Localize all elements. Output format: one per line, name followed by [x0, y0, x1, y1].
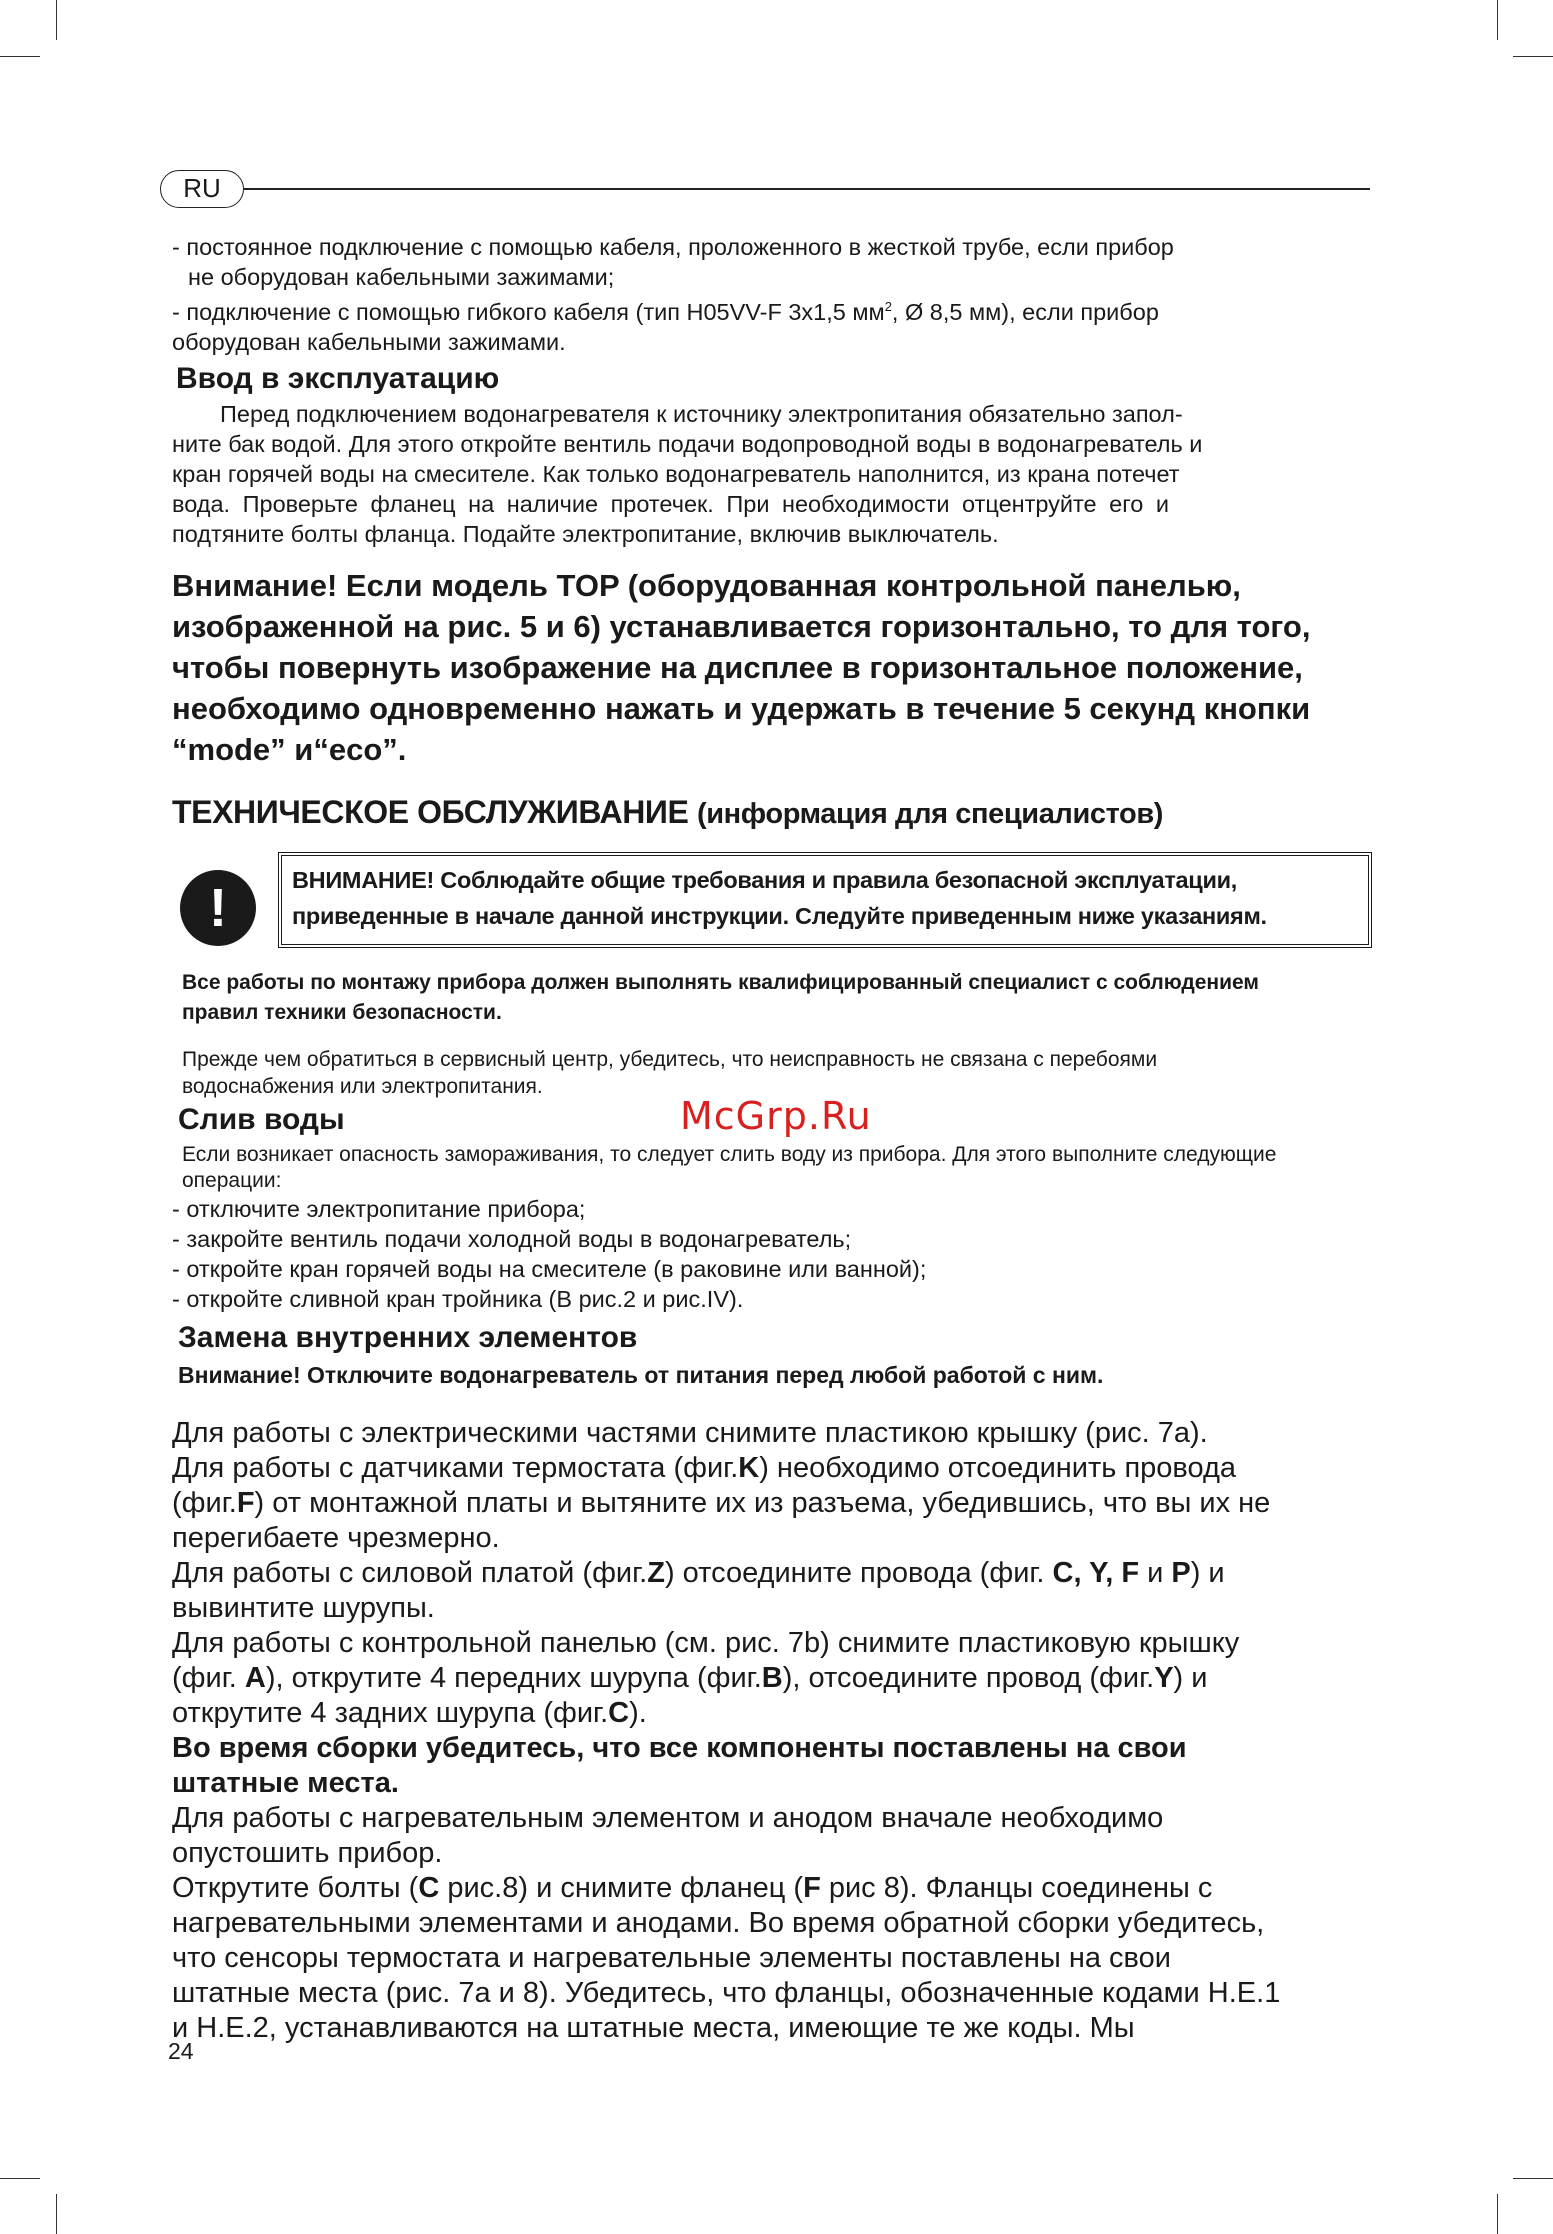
startup-line: Перед подключением водонагревателя к источнику электропитания обязательно запол-	[220, 400, 1183, 427]
replace-warning: Внимание! Отключите водонагреватель от питания перед любой работой с ним.	[178, 1361, 1104, 1388]
service-check-line: Прежде чем обратиться в сервисный центр, убедитесь, что неисправность не связана с перебоями	[182, 1047, 1158, 1071]
page-number: 24	[168, 2038, 194, 2064]
notice-line: ВНИМАНИЕ! Соблюдайте общие требования и правила безопасной эксплуатации,	[292, 866, 1237, 893]
replace-line: Для работы с электрическими частями снимите пластикою крышку (рис. 7а).	[172, 1416, 1208, 1449]
replace-line: опустошить прибор.	[172, 1836, 443, 1869]
replace-line: Для работы с нагревательным элементом и анодом вначале необходимо	[172, 1801, 1164, 1834]
drain-intro: операции:	[182, 1168, 282, 1192]
intro-line: - подключение с помощью гибкого кабеля (тип H05VV-F 3х1,5 $мм^2$, Ø 8,5 мм), если прибор	[172, 298, 1159, 325]
attention-line: изображенной на рис. 5 и 6) устанавливается горизонтально, то для того,	[172, 608, 1311, 644]
intro-line: оборудован кабельными зажимами.	[172, 328, 566, 355]
crop-mark	[1497, 0, 1498, 40]
safety-notice	[172, 852, 1372, 962]
crop-mark	[0, 2178, 40, 2179]
exclamation-icon: !	[180, 870, 256, 946]
drain-step: - закройте вентиль подачи холодной воды в водонагреватель;	[172, 1225, 852, 1252]
maintenance-title-main: ТЕХНИЧЕСКОЕ ОБСЛУЖИВАНИЕ	[172, 793, 689, 830]
notice-box	[278, 852, 1372, 948]
startup-line: ните бак водой. Для этого откройте вентиль подачи водопроводной воды в водонагреватель и	[172, 430, 1203, 457]
replace-line: перегибаете чрезмерно.	[172, 1521, 500, 1554]
replace-line: (фиг.F) от монтажной платы и вытяните их из разъема, убедившись, что вы их не	[172, 1486, 1271, 1519]
intro-line: - постоянное подключение с помощью кабеля, проложенного в жесткой трубе, если прибор	[172, 234, 1174, 260]
page-content	[172, 232, 1372, 2046]
startup-line: кран горячей воды на смесителе. Как только водонагреватель наполнится, из крана потечет	[172, 460, 1180, 487]
watermark: McGrp.Ru	[680, 1094, 872, 1138]
intro-line: не оборудован кабельными зажимами;	[188, 264, 615, 290]
crop-mark	[56, 0, 57, 40]
attention-block	[172, 565, 1372, 770]
qualification-line: правил техники безопасности.	[182, 1000, 502, 1024]
replace-line: Для работы с датчиками термостата (фиг.K) необходимо отсоединить провода	[172, 1451, 1237, 1484]
maintenance-title-sub: (информация для специалистов)	[696, 797, 1164, 830]
startup-title: Ввод в эксплуатацию	[176, 361, 500, 395]
crop-mark	[0, 56, 40, 57]
crop-mark	[56, 2194, 57, 2234]
replace-line: штатные места (рис. 7а и 8). Убедитесь, что фланцы, обозначенные кодами H.E.1	[172, 1976, 1281, 2009]
replace-line: и H.E.2, устанавливаются на штатные места, имеющие те же коды. Мы	[172, 2011, 1135, 2044]
notice-line: приведенные в начале данной инструкции. Следуйте приведенным ниже указаниям.	[292, 902, 1267, 929]
crop-mark	[1513, 56, 1553, 57]
assembly-note: штатные места.	[172, 1766, 399, 1799]
startup-line: подтяните болты фланца. Подайте электропитание, включив выключатель.	[172, 520, 999, 547]
assembly-note: Во время сборки убедитесь, что все компоненты поставлены на свои	[172, 1731, 1187, 1764]
language-badge: RU	[160, 170, 244, 208]
drain-step: - откройте сливной кран тройника (B рис.2 и рис.IV).	[172, 1285, 744, 1312]
replace-line: что сенсоры термостата и нагревательные элементы поставлены на свои	[172, 1941, 1171, 1974]
crop-mark	[1513, 2178, 1553, 2179]
replace-line: (фиг. A), открутите 4 передних шурупа (фиг.B), отсоедините провод (фиг.Y) и	[172, 1661, 1208, 1694]
replace-line: Для работы с силовой платой (фиг.Z) отсоедините провода (фиг. C, Y, F и P) и	[172, 1556, 1225, 1589]
attention-line: необходимо одновременно нажать и удержать в течение 5 секунд кнопки	[172, 690, 1311, 726]
service-check-line: водоснабжения или электропитания.	[182, 1074, 543, 1098]
qualification-line: Все работы по монтажу прибора должен выполнять квалифицированный специалист с соблюдением	[182, 970, 1259, 994]
language-header	[160, 170, 1370, 210]
startup-line: вода. Проверьте фланец на наличие протечек. При необходимости отцентруйте его и	[172, 490, 1170, 517]
drain-intro: Если возникает опасность замораживания, то следует слить воду из прибора. Для этого выполните следующие	[182, 1142, 1277, 1166]
replace-line: открутите 4 задних шурупа (фиг.C).	[172, 1696, 647, 1729]
replace-line: Для работы с контрольной панелью (см. рис. 7b) снимите пластиковую крышку	[172, 1626, 1240, 1659]
replace-line: Открутите болты (C рис.8) и снимите фланец (F рис 8). Фланцы соединены с	[172, 1871, 1213, 1904]
header-rule	[244, 188, 1370, 190]
replace-line: нагревательными элементами и анодами. Во время обратной сборки убедитесь,	[172, 1906, 1265, 1939]
replace-title: Замена внутренних элементов	[178, 1320, 638, 1354]
drain-step: - отключите электропитание прибора;	[172, 1195, 586, 1222]
drain-step: - откройте кран горячей воды на смесителе (в раковине или ванной);	[172, 1255, 927, 1282]
attention-line: Внимание! Если модель TOP (оборудованная контрольной панелью,	[172, 567, 1241, 603]
maintenance-title	[172, 792, 1372, 834]
drain-title: Слив воды	[178, 1102, 345, 1136]
replace-line: вывинтите шурупы.	[172, 1591, 435, 1624]
attention-line: “mode” и“eco”.	[172, 731, 407, 767]
crop-mark	[1497, 2194, 1498, 2234]
attention-line: чтобы повернуть изображение на дисплее в горизонтальное положение,	[172, 649, 1303, 685]
